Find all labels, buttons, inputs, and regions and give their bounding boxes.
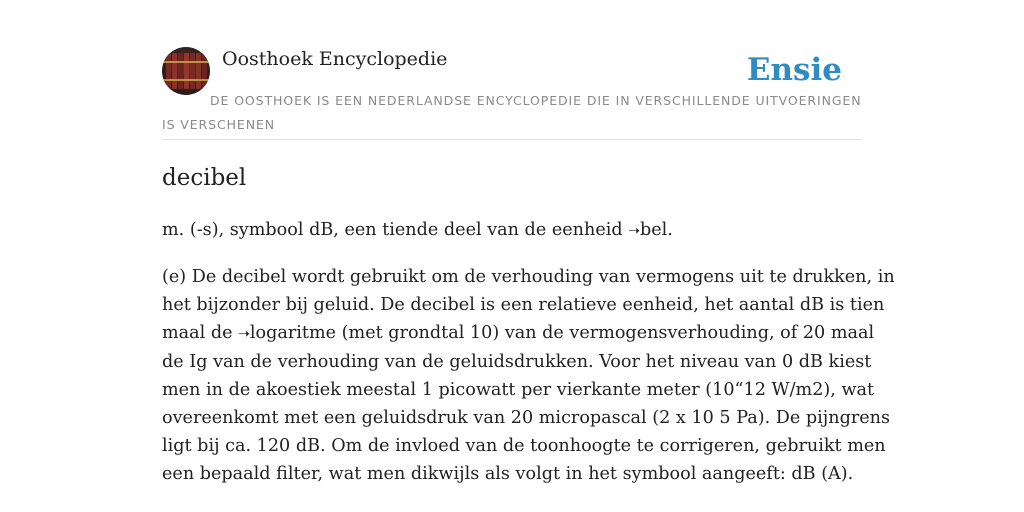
book-spine [178, 53, 183, 89]
brand-logo[interactable]: Ensie [746, 52, 842, 88]
body-paragraph [162, 263, 895, 488]
book-spine [202, 53, 207, 89]
link-logaritme[interactable] [238, 323, 336, 343]
entry-title: decibel [162, 165, 247, 191]
book-spine [172, 53, 177, 89]
link-bel-label: bel [639, 220, 668, 240]
definition-suffix: . [667, 220, 673, 240]
book-spine [196, 53, 201, 89]
book-spine [166, 53, 171, 89]
book-band [162, 61, 210, 63]
body-line: men in de akoestiek meestal 1 picowatt per vierkante meter (10“12 W/m2), wat [162, 380, 875, 400]
body-line: (e) De decibel wordt gebruikt om de verhouding van vermogens uit te drukken, in [162, 267, 895, 287]
definition-text: m. (-s), symbool dB, een tiende deel van de eenheid [162, 220, 629, 240]
body-line: het bijzonder bij geluid. De decibel is een relatieve eenheid, het aantal dB is tien [162, 295, 885, 315]
body-line: de Ig van de verhouding van de geluidsdrukken. Voor het niveau van 0 dB kiest [162, 352, 872, 372]
book-spine [190, 53, 195, 89]
book-spines-icon[interactable] [162, 47, 210, 95]
body-text: maal de [162, 323, 239, 343]
link-bel[interactable] [628, 220, 667, 240]
definition-paragraph [162, 216, 862, 245]
arrow-right-icon: ➝ [238, 326, 250, 342]
body-line: overeenkomt met een geluidsdruk van 20 micropascal (2 x 10 5 Pa). De pijngrens [162, 408, 891, 428]
body-line [162, 319, 875, 348]
body-line: een bepaald filter, wat men dikwijls als volgt in het symbool aangeeft: dB (A). [162, 464, 854, 484]
link-logaritme-label: logaritme [249, 323, 337, 343]
body-line: ligt bij ca. 120 dB. Om de invloed van de toonhoogte te corrigeren, gebruikt men [162, 436, 886, 456]
book-spine [184, 53, 189, 89]
book-band [162, 79, 210, 81]
site-tagline: DE OOSTHOEK IS EEN NEDERLANDSE ENCYCLOPEDIE DIE IN VERSCHILLENDE UITVOERINGEN IS VERSCHENEN [162, 93, 862, 132]
arrow-right-icon: ➝ [628, 223, 640, 239]
site-name[interactable]: Oosthoek Encyclopedie [222, 48, 448, 70]
body-text: (met grondtal 10) van de vermogensverhouding, of 20 maal [336, 323, 875, 343]
site-header [162, 0, 862, 140]
page-container [162, 0, 895, 512]
